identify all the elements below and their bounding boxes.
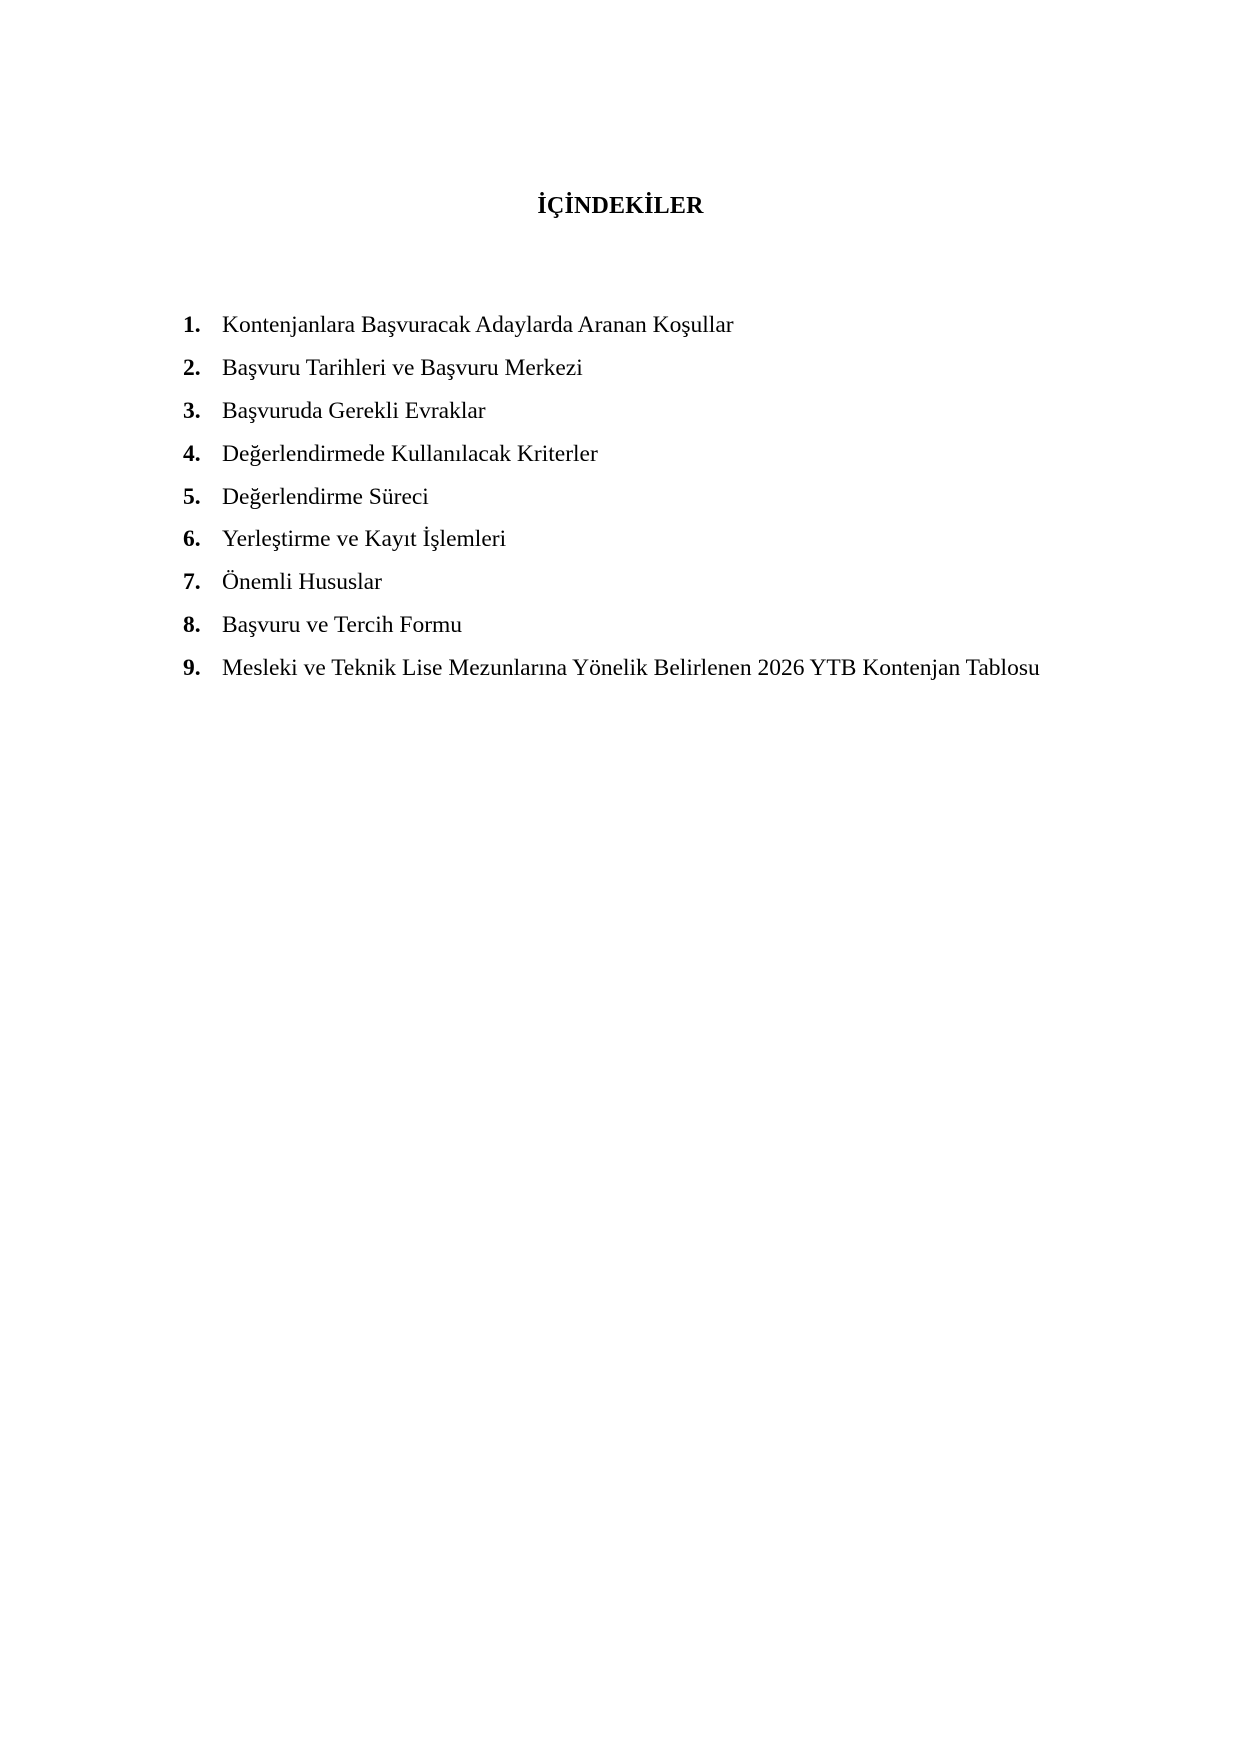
toc-item-label: Başvuru Tarihleri ve Başvuru Merkezi — [222, 354, 583, 381]
toc-item-label: Kontenjanlara Başvuracak Adaylarda Aranan Koşullar — [222, 312, 734, 338]
toc-item-number: 2. — [183, 354, 201, 381]
toc-item-label: Başvuruda Gerekli Evraklar — [222, 397, 486, 424]
toc-item-7 — [183, 566, 1123, 609]
toc-item-number: 4. — [183, 440, 201, 467]
toc-item-5 — [183, 481, 1123, 524]
toc-item-4 — [183, 438, 1123, 481]
toc-item-label: Değerlendirme Süreci — [222, 483, 429, 510]
toc-item-6 — [183, 523, 1123, 566]
toc-item-number: 3. — [183, 397, 201, 424]
toc-item-9 — [183, 652, 1123, 695]
toc-item-number: 7. — [183, 569, 201, 596]
toc-item-number: 8. — [183, 612, 201, 639]
page-title: İÇİNDEKİLER — [537, 193, 704, 219]
toc-item-label: Yerleştirme ve Kayıt İşlemleri — [222, 526, 507, 553]
toc-item-8 — [183, 609, 1123, 652]
toc-item-label: Başvuru ve Tercih Formu — [222, 612, 463, 639]
toc-item-label: Mesleki ve Teknik Lise Mezunlarına Yönelik Belirlenen 2026 YTB Kontenjan Tablosu — [222, 655, 1040, 682]
toc-item-number: 9. — [183, 655, 201, 682]
toc-item-1 — [183, 309, 1123, 352]
toc-item-label: Önemli Hususlar — [222, 569, 382, 596]
toc-item-3 — [183, 395, 1123, 438]
toc-item-number: 5. — [183, 483, 201, 510]
toc-item-number: 1. — [183, 312, 201, 338]
toc-item-label: Değerlendirmede Kullanılacak Kriterler — [222, 440, 598, 467]
table-of-contents — [183, 309, 1123, 695]
toc-item-2 — [183, 352, 1123, 395]
toc-item-number: 6. — [183, 526, 201, 553]
